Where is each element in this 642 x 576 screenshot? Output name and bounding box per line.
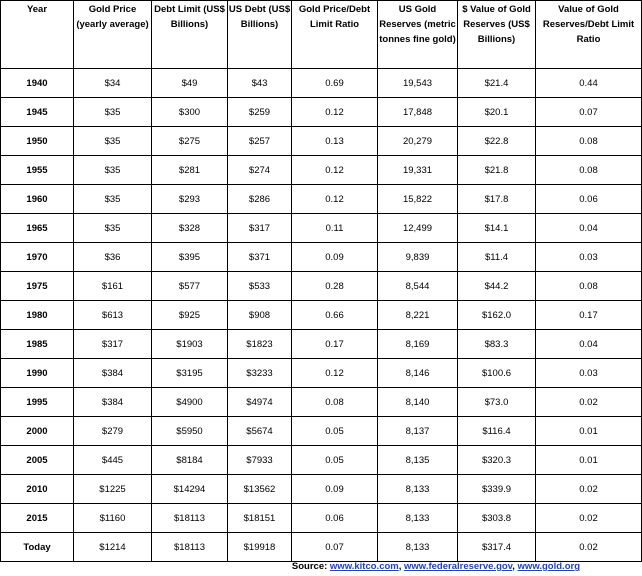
table-cell: 19,331: [378, 156, 458, 185]
table-cell: 0.09: [292, 475, 378, 504]
table-cell: $35: [74, 185, 152, 214]
table-cell: $3233: [228, 359, 292, 388]
table-cell: $445: [74, 446, 152, 475]
table-cell: $303.8: [458, 504, 536, 533]
table-cell: 0.08: [536, 156, 642, 185]
year-cell: Today: [1, 533, 74, 562]
year-cell: 1945: [1, 98, 74, 127]
source-separator: ,: [398, 561, 405, 572]
year-cell: 1965: [1, 214, 74, 243]
source-label: Source:: [291, 561, 328, 572]
table-cell: $925: [152, 301, 228, 330]
table-cell: $8184: [152, 446, 228, 475]
table-cell: 0.28: [292, 272, 378, 301]
table-body: [1, 69, 642, 562]
table-cell: $17.8: [458, 185, 536, 214]
table-row: [1, 388, 642, 417]
source-separator: ,: [512, 561, 518, 572]
table-row: [1, 446, 642, 475]
table-cell: 0.07: [292, 533, 378, 562]
table-cell: 0.01: [536, 417, 642, 446]
table-row: [1, 185, 642, 214]
table-cell: $35: [74, 98, 152, 127]
table-cell: $328: [152, 214, 228, 243]
table-cell: 8,135: [378, 446, 458, 475]
table-cell: 0.02: [536, 475, 642, 504]
table-cell: $11.4: [458, 243, 536, 272]
table-cell: 8,221: [378, 301, 458, 330]
table-cell: $14.1: [458, 214, 536, 243]
source-line: [0, 561, 580, 572]
col-header-gold-reserves: US Gold Reserves (metric tonnes fine gold): [378, 1, 458, 69]
table-cell: 0.17: [536, 301, 642, 330]
table-cell: 0.06: [536, 185, 642, 214]
table-cell: $162.0: [458, 301, 536, 330]
col-header-reserve-value: $ Value of Gold Reserves (US$ Billions): [458, 1, 536, 69]
table-cell: $4900: [152, 388, 228, 417]
table-cell: 0.04: [536, 330, 642, 359]
table-row: [1, 504, 642, 533]
table-row: [1, 533, 642, 562]
col-header-gold-price: Gold Price (yearly average): [74, 1, 152, 69]
table-cell: 19,543: [378, 69, 458, 98]
table-cell: 0.11: [292, 214, 378, 243]
table-cell: $21.4: [458, 69, 536, 98]
table-cell: 8,133: [378, 504, 458, 533]
table-cell: 0.07: [536, 98, 642, 127]
table-cell: 0.03: [536, 243, 642, 272]
table-cell: 0.17: [292, 330, 378, 359]
table-cell: $20.1: [458, 98, 536, 127]
table-cell: 0.12: [292, 156, 378, 185]
table-cell: $1225: [74, 475, 152, 504]
year-cell: 1995: [1, 388, 74, 417]
table-row: [1, 243, 642, 272]
table-cell: 8,137: [378, 417, 458, 446]
table-cell: 0.08: [292, 388, 378, 417]
table-row: [1, 69, 642, 98]
table-cell: $5950: [152, 417, 228, 446]
table-cell: $1214: [74, 533, 152, 562]
table-cell: $395: [152, 243, 228, 272]
table-cell: 0.02: [536, 388, 642, 417]
year-cell: 1990: [1, 359, 74, 388]
table-cell: $613: [74, 301, 152, 330]
table-cell: 0.13: [292, 127, 378, 156]
table-cell: $18113: [152, 504, 228, 533]
table-cell: 0.44: [536, 69, 642, 98]
table-cell: $577: [152, 272, 228, 301]
table-cell: 0.02: [536, 533, 642, 562]
year-cell: 1960: [1, 185, 74, 214]
table-cell: 17,848: [378, 98, 458, 127]
table-cell: $49: [152, 69, 228, 98]
table-cell: $21.8: [458, 156, 536, 185]
table-cell: $286: [228, 185, 292, 214]
table-cell: $908: [228, 301, 292, 330]
table-cell: 12,499: [378, 214, 458, 243]
table-cell: 0.06: [292, 504, 378, 533]
year-cell: 1985: [1, 330, 74, 359]
table-cell: 0.04: [536, 214, 642, 243]
table-cell: $257: [228, 127, 292, 156]
table-row: [1, 330, 642, 359]
table-cell: $35: [74, 156, 152, 185]
table-cell: $22.8: [458, 127, 536, 156]
table-cell: $100.6: [458, 359, 536, 388]
col-header-value-debt-ratio: Value of Gold Reserves/Debt Limit Ratio: [536, 1, 642, 69]
table-cell: 8,133: [378, 533, 458, 562]
table-cell: $4974: [228, 388, 292, 417]
col-header-us-debt: US Debt (US$ Billions): [228, 1, 292, 69]
source-link-kitco[interactable]: www.kitco.com: [329, 561, 399, 572]
col-header-debt-limit: Debt Limit (US$ Billions): [152, 1, 228, 69]
table-cell: $259: [228, 98, 292, 127]
table-cell: $384: [74, 388, 152, 417]
table-cell: $275: [152, 127, 228, 156]
table-cell: 0.01: [536, 446, 642, 475]
table-cell: 0.69: [292, 69, 378, 98]
table-cell: $161: [74, 272, 152, 301]
table-cell: $3195: [152, 359, 228, 388]
table-cell: $281: [152, 156, 228, 185]
table-cell: $36: [74, 243, 152, 272]
table-cell: $18113: [152, 533, 228, 562]
table-row: [1, 417, 642, 446]
table-cell: $320.3: [458, 446, 536, 475]
year-cell: 1940: [1, 69, 74, 98]
table-cell: 8,544: [378, 272, 458, 301]
table-cell: $18151: [228, 504, 292, 533]
table-cell: $44.2: [458, 272, 536, 301]
source-link-federalreserve[interactable]: www.federalreserve.gov: [404, 561, 513, 572]
table-cell: $7933: [228, 446, 292, 475]
table-cell: $384: [74, 359, 152, 388]
table-cell: 9,839: [378, 243, 458, 272]
table-cell: $274: [228, 156, 292, 185]
table-row: [1, 98, 642, 127]
table-cell: 8,133: [378, 475, 458, 504]
table-cell: 8,146: [378, 359, 458, 388]
table-cell: $317.4: [458, 533, 536, 562]
table-cell: 0.12: [292, 185, 378, 214]
table-cell: $371: [228, 243, 292, 272]
table-cell: $317: [74, 330, 152, 359]
table-row: [1, 156, 642, 185]
year-cell: 2000: [1, 417, 74, 446]
col-header-year: Year: [1, 1, 74, 69]
year-cell: 2005: [1, 446, 74, 475]
table-cell: $1823: [228, 330, 292, 359]
table-cell: $35: [74, 127, 152, 156]
table-cell: 0.05: [292, 417, 378, 446]
table-cell: $14294: [152, 475, 228, 504]
table-cell: 0.12: [292, 359, 378, 388]
year-cell: 1955: [1, 156, 74, 185]
table-row: [1, 214, 642, 243]
table-cell: 8,140: [378, 388, 458, 417]
table-cell: $83.3: [458, 330, 536, 359]
table-cell: 0.08: [536, 272, 642, 301]
table-cell: $533: [228, 272, 292, 301]
table-cell: $300: [152, 98, 228, 127]
source-link-gold-org[interactable]: www.gold.org: [517, 561, 580, 572]
table-cell: $116.4: [458, 417, 536, 446]
header-row: [1, 1, 642, 69]
table-cell: $1160: [74, 504, 152, 533]
table-cell: 8,169: [378, 330, 458, 359]
year-cell: 1970: [1, 243, 74, 272]
table-cell: $19918: [228, 533, 292, 562]
table-cell: 20,279: [378, 127, 458, 156]
table-cell: 0.03: [536, 359, 642, 388]
table-cell: 0.12: [292, 98, 378, 127]
table-cell: $73.0: [458, 388, 536, 417]
table-cell: $35: [74, 214, 152, 243]
table-cell: 15,822: [378, 185, 458, 214]
table-cell: $279: [74, 417, 152, 446]
year-cell: 1950: [1, 127, 74, 156]
table-cell: $293: [152, 185, 228, 214]
table-cell: 0.05: [292, 446, 378, 475]
table-cell: 0.09: [292, 243, 378, 272]
table-cell: $1903: [152, 330, 228, 359]
table-cell: $339.9: [458, 475, 536, 504]
table-cell: $34: [74, 69, 152, 98]
table-cell: $13562: [228, 475, 292, 504]
col-header-gold-debt-ratio: Gold Price/Debt Limit Ratio: [292, 1, 378, 69]
table-cell: 0.08: [536, 127, 642, 156]
table-cell: 0.02: [536, 504, 642, 533]
table-cell: $5674: [228, 417, 292, 446]
year-cell: 2010: [1, 475, 74, 504]
table-row: [1, 359, 642, 388]
table-cell: $43: [228, 69, 292, 98]
table-cell: 0.66: [292, 301, 378, 330]
table-row: [1, 301, 642, 330]
table-cell: $317: [228, 214, 292, 243]
table-row: [1, 272, 642, 301]
year-cell: 1980: [1, 301, 74, 330]
year-cell: 1975: [1, 272, 74, 301]
year-cell: 2015: [1, 504, 74, 533]
table-row: [1, 475, 642, 504]
table-row: [1, 127, 642, 156]
